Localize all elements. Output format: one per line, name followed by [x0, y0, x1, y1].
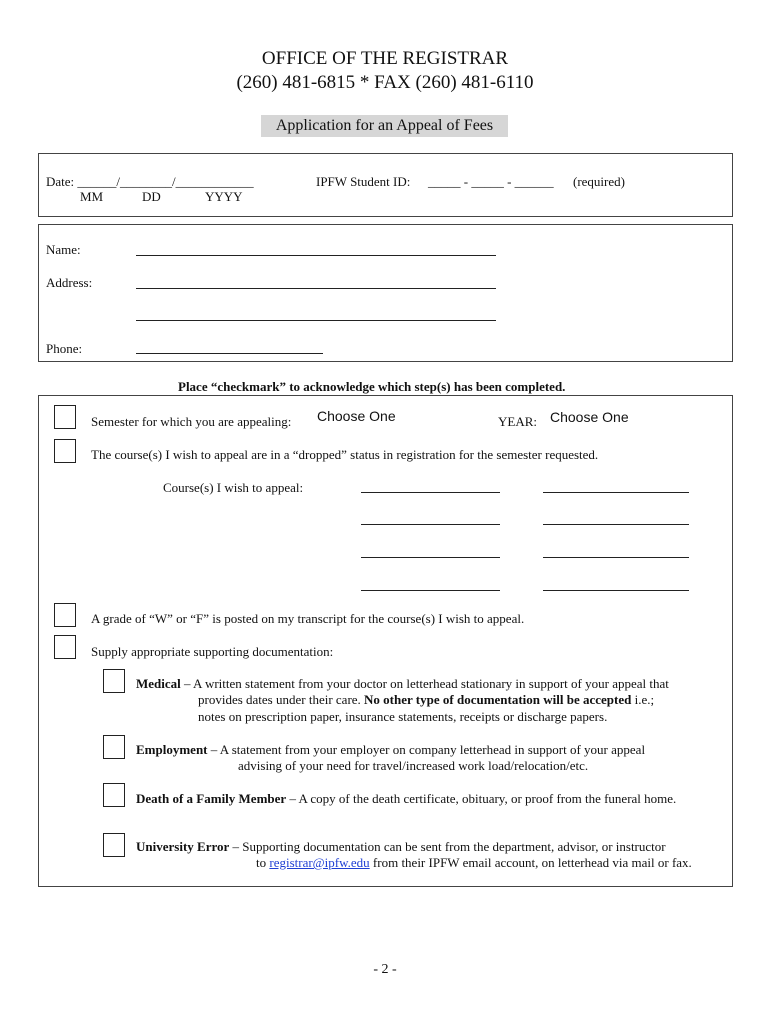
course-field-2b[interactable]: [543, 524, 689, 525]
medical-checkbox[interactable]: [103, 669, 125, 693]
medical-line-3: notes on prescription paper, insurance statements, receipts or discharge papers.: [198, 709, 608, 724]
date-dd-hint: DD: [142, 189, 161, 204]
registrar-email-link[interactable]: registrar@ipfw.edu: [269, 855, 370, 870]
dropped-status-text: The course(s) I wish to appeal are in a “dropped” status in registration for the semester requested.: [91, 447, 599, 462]
date-day-blank: ________/: [120, 174, 176, 189]
medical-line-2: provides dates under their care. No other type of documentation will be accepted i.e.;: [198, 692, 655, 707]
address-input-line-1[interactable]: [136, 288, 496, 289]
course-field-3a[interactable]: [361, 557, 500, 558]
date-year-blank: ____________: [175, 174, 254, 189]
phone-input-line[interactable]: [136, 353, 323, 354]
course-field-2a[interactable]: [361, 524, 500, 525]
employment-checkbox[interactable]: [103, 735, 125, 759]
medical-title: Medical: [136, 676, 181, 691]
office-contact: (260) 481-6815 * FAX (260) 481-6110: [236, 72, 534, 93]
date-label: Date:: [46, 174, 75, 189]
semester-select[interactable]: Choose One: [317, 408, 396, 424]
supply-docs-checkbox[interactable]: [54, 635, 76, 659]
employment-title: Employment: [136, 742, 208, 757]
contact-section: [38, 224, 733, 362]
office-title: OFFICE OF THE REGISTRAR: [261, 48, 509, 69]
university-line-2: to registrar@ipfw.edu from their IPFW email account, on letterhead via mail or fax.: [256, 855, 692, 870]
student-id-field[interactable]: _____ - _____ - ______: [428, 174, 554, 189]
phone-label: Phone:: [46, 341, 83, 356]
year-label: YEAR:: [498, 414, 537, 429]
semester-step-checkbox[interactable]: [54, 405, 76, 429]
courses-label: Course(s) I wish to appeal:: [163, 480, 304, 495]
course-field-4b[interactable]: [543, 590, 689, 591]
university-line-1: University Error – Supporting documentation can be sent from the department, advisor, or instructor: [136, 839, 666, 854]
student-id-label: IPFW Student ID:: [316, 174, 411, 189]
dropped-status-checkbox[interactable]: [54, 439, 76, 463]
grade-step-checkbox[interactable]: [54, 603, 76, 627]
course-field-1b[interactable]: [543, 492, 689, 493]
steps-section: [38, 395, 733, 887]
employment-line-1: Employment – A statement from your employer on company letterhead in support of your appeal: [136, 742, 646, 757]
checkmark-instruction: Place “checkmark” to acknowledge which step(s) has been completed.: [178, 379, 566, 394]
course-field-3b[interactable]: [543, 557, 689, 558]
death-checkbox[interactable]: [103, 783, 125, 807]
name-input-line[interactable]: [136, 255, 496, 256]
student-id-required-note: (required): [573, 174, 625, 189]
address-label: Address:: [46, 275, 93, 290]
date-yyyy-hint: YYYY: [205, 189, 243, 204]
name-label: Name:: [46, 242, 81, 257]
date-field[interactable]: [46, 174, 254, 190]
grade-text: A grade of “W” or “F” is posted on my transcript for the course(s) I wish to appeal.: [91, 611, 525, 626]
university-error-checkbox[interactable]: [103, 833, 125, 857]
year-select[interactable]: Choose One: [550, 409, 629, 425]
address-input-line-2[interactable]: [136, 320, 496, 321]
university-title: University Error: [136, 839, 230, 854]
course-field-1a[interactable]: [361, 492, 500, 493]
date-month-blank: ______/: [77, 174, 121, 189]
semester-label: Semester for which you are appealing:: [91, 414, 292, 429]
employment-line-2: advising of your need for travel/increased work load/relocation/etc.: [238, 758, 589, 773]
date-mm-hint: MM: [80, 189, 104, 204]
medical-line-1: Medical – A written statement from your doctor on letterhead stationary in support of your appeal that: [136, 676, 669, 691]
supply-docs-text: Supply appropriate supporting documentation:: [91, 644, 334, 659]
death-title: Death of a Family Member: [136, 791, 287, 806]
death-line-1: Death of a Family Member – A copy of the death certificate, obituary, or proof from the funeral home.: [136, 791, 677, 806]
course-field-4a[interactable]: [361, 590, 500, 591]
page-number: - 2 -: [373, 962, 397, 977]
form-title: Application for an Appeal of Fees: [261, 115, 508, 137]
